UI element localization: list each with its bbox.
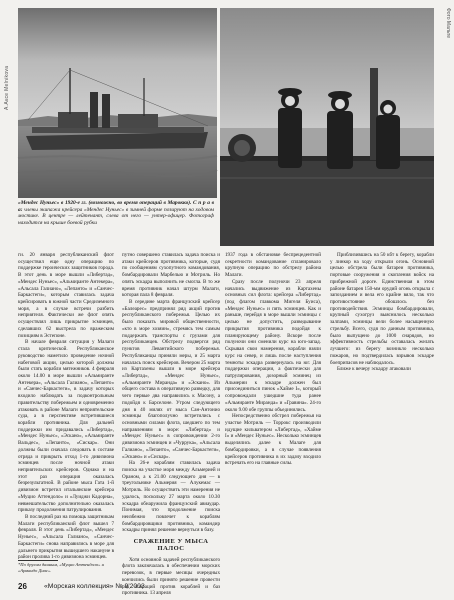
paragraph: В середине марта французский крейсер «Балеарес» предпринял ряд акций против республиканского побережья. Целью их было показать мировой общественности, «кто в море хозяин», стремясь тем самым поддержать транспорты с грузами для республиканцев. Обстрелу подвергся ряд пунктов Левантийского побережья. Республиканцы приняли меры, и 25 марта началась поиск крейсеров. Вечером 25 марта из Картахены вышли в море крейсера «Либертад», «Мендес Нуньес», «Альмиранте Миранда» и «Эскано». Из общего состава в оперативную разведку, для чего первые два направились к Масону, а подойдя к Барселоне. Утром следующего дня в 40 милях от мыса Сан-Антонио эсминцы благополучно встретились с основными силами флота, шедшего по тем направлениям в море: «Либертад» и «Мендес Нуньес» в сопровождении 2-го дивизиона эсминцев и «Чуррука», «Альсала Галиано», «Лепанто», «Санчес-Баркастеги», «Эскано» и «Сискар». (122, 299, 220, 460)
paragraph: В начале февраля ситуация у Малаги стала критической. Республиканское руководство наметило проведение ночной набеговой акции, целью которой должны были стать корабли мятежников. 4 февраля около 14.00 в море вышли «Альмиранте Антекера», «Альсала Галиано», «Лепанто» и «Санчес-Баркастеги», в задачу которых входило наблюдать за подконтрольным правительству побережьем и одновременно атаковать в районе Малаги неприятельские суда, а в перспективе встретившиеся корабли противника. Для дальней поддержки им придавались «Либертад», «Мендес Нуньес», «Эскано», «Альмиранте Вальдес», «Лепанто», «Сискар». Они должны были сначала следовать в составе отряда и прикрыть отход 1-го дивизиона эсминцев после ночной атаки неприятельских крейсеров. Однако и на этот раз операция оказалась безрезультатной. В районе мыса Гата 1-й дивизион встретил итальянские крейсера «Муцио Аттендоло» и «Луиджи Кадорна», невмешательство дополнительно оказалась приказу продолжения патрулирования. (18, 339, 114, 514)
text-column-1 (18, 252, 114, 562)
paragraph: Ближе к вечеру эскадру атаковали (337, 366, 411, 373)
paragraph: 1937 года в обстановке беспрецедентной секретности командование спланировало крупную операцию по обстрелу района Малаги. (225, 252, 321, 279)
footnote: *По другим данным, «Муцио Аттендоло» и «Армандо Диас». (18, 562, 104, 573)
paragraph: путно совершено ставилась задача поиска и атаки крейсеров противника, которые, судя по сообщениям сухопутного командования, бомбардировали Марбелью и Мотриль. Но опять эскадра выполнить не смогла. В то же время противник начал штурм Малаги, которая пала 8 февраля. (122, 252, 220, 299)
cruiser-photo (18, 8, 217, 198)
photo-caption (18, 200, 214, 226)
text-column-3 (225, 252, 321, 572)
photo-credit-right: Фото Мальте (445, 8, 451, 39)
paragraph: Приблизившись на 50 кбт к берегу, корабли у линкор на ходу открыли огонь. Основной целью обстрела были батареи противника, портовые сооружения и скопления войск на прибрежной дороге. Единственная в этом районе батарея 150-мм орудий огонь открыла с запозданием и вела его крайне вяло, так что противостояние обошлось без противодействия. Эсминцы бомбардировали, крупный сухогруз выяснилось несколько залпами, эсминцы вели более насыщенную стрельбу. Всего, судя по данным противника, было выпущено до 1000 снарядов, но эффективность стрельбы оставалась желать лучшего: из берегу возникло несколько пожаров, но подтвердилась взрывов эскадре боеприпасов не наблюдалось. (330, 252, 434, 366)
caption-lead: «Мендес Нуньес» в 1920-е гг. (возможно, во время операций в Марокко). (18, 200, 192, 206)
page-number: 26 (18, 582, 27, 591)
text-column-4 (330, 252, 434, 572)
paragraph: Непосредственно обстрел побережья на участке Мотриль — Торрокс производили идущие кильватером «Либертад», «Хайме I» и «Мендес Нуньес». Несколько эсминцев выделялись далее к Малаге для бомбардировки, а в случае появления крейсеров противника в их задачу входило встречать его на главные силы. (225, 413, 321, 467)
caption-right-label: С п р а в а: (18, 200, 214, 213)
paragraph: Сразу после полуночи 23 апреля начались выдвижение из Картахены основных сил флота: крейсера «Либертад» (под флагом главкома Мигеля Буиса), «Мендес Нуньес» и пять эсминцев. Как и раньше, перейдя в море вышли эсминцы с целью не допустить, разведывание прикрытия противника подойдя к планирующему району. Вскоре после полуночи они сменили курс на юго-запад. Скрывая свои намерения, корабли взяли курс на север, и лишь после наступления темноты эскадра развернулась на юг. Для поддержки операции, а фактически для патрулирования, дозорный эсминец из Альмерии к эскадре должен был присоединиться пинок «Хайме I», который сопровождали ушедшие туда ранее «Альмиранте Миранда» и «Гравина». 24-го около 9.00 обе группы объединились. (225, 278, 321, 413)
paragraph: ги. 20 января республиканский флот осуществил еще одну операцию по поддержке героических защитников города. В этот день в море вышли «Либертад», «Мендес Нуньес», «Альмиранте Антекера», «Альсала Галиано», «Лепанто» и «Санчес-Баркастеги», которым ставилась задача крейсировать в южной части Средиземного моря, а в случае встречи разбить неприятеля. Фактически же флот опять осуществлял лишь прикрытие эсминцев, сделавших 62 выстрела по вражеским позициям в Эстепоне. (18, 252, 114, 339)
paragraph: На 26-е кораблям ставилась задача поиска на участке моря между Альмерией и Ораном, а к 21.00 следующего дня — в треугольнике Альмерия — Алукемас — Мотриль. Но осуществить эти намерения не удалось, поскольку 27 марта около 10.30 эскадра обнаружила французский авиаудар. Понимая, что продолжение поиска неизбежно повлечет к кораблям бомбардировщики противника, командир эскадры принял решение вернуться в базу. (122, 460, 220, 534)
crew-photo (220, 8, 434, 246)
paragraph: Хотя основной задачей республиканского флота заключалась в обеспечении морских перевозок, в первые месяцы очередных кончились были принято решение провести ряд операций против кораблей и баз противника. 13 апреля (122, 556, 220, 597)
section-heading: СРАЖЕНИЕ У МЫСА ПАЛОС (133, 538, 209, 552)
footnote-rule (18, 560, 58, 561)
text-column-2 (122, 252, 220, 597)
journal-title: «Морская коллекция» № 9'2003 (44, 583, 145, 590)
caption-text: члены экипажа крейсера «Мендес Нуньес» в зимней форме позируют на ходовом мостике. В центре — лейтенант, слева от него — унтер-офицер. Фотограф находится на крыше боевой рубки (18, 206, 214, 226)
photo-credit-left: А.Аксе Melnikova (4, 65, 10, 110)
paragraph: В последний раз на помощь защитникам Малаги республиканский флот вышел 7 февраля. В этот день «Либертад», «Мендес Нуньес», «Альсала Галиано», «Санчес-Баркастеги» снова направились в море для дальнего прикрытия вышедшего накануне в район пролива 1-го дивизиона эсминцев. (18, 514, 114, 561)
